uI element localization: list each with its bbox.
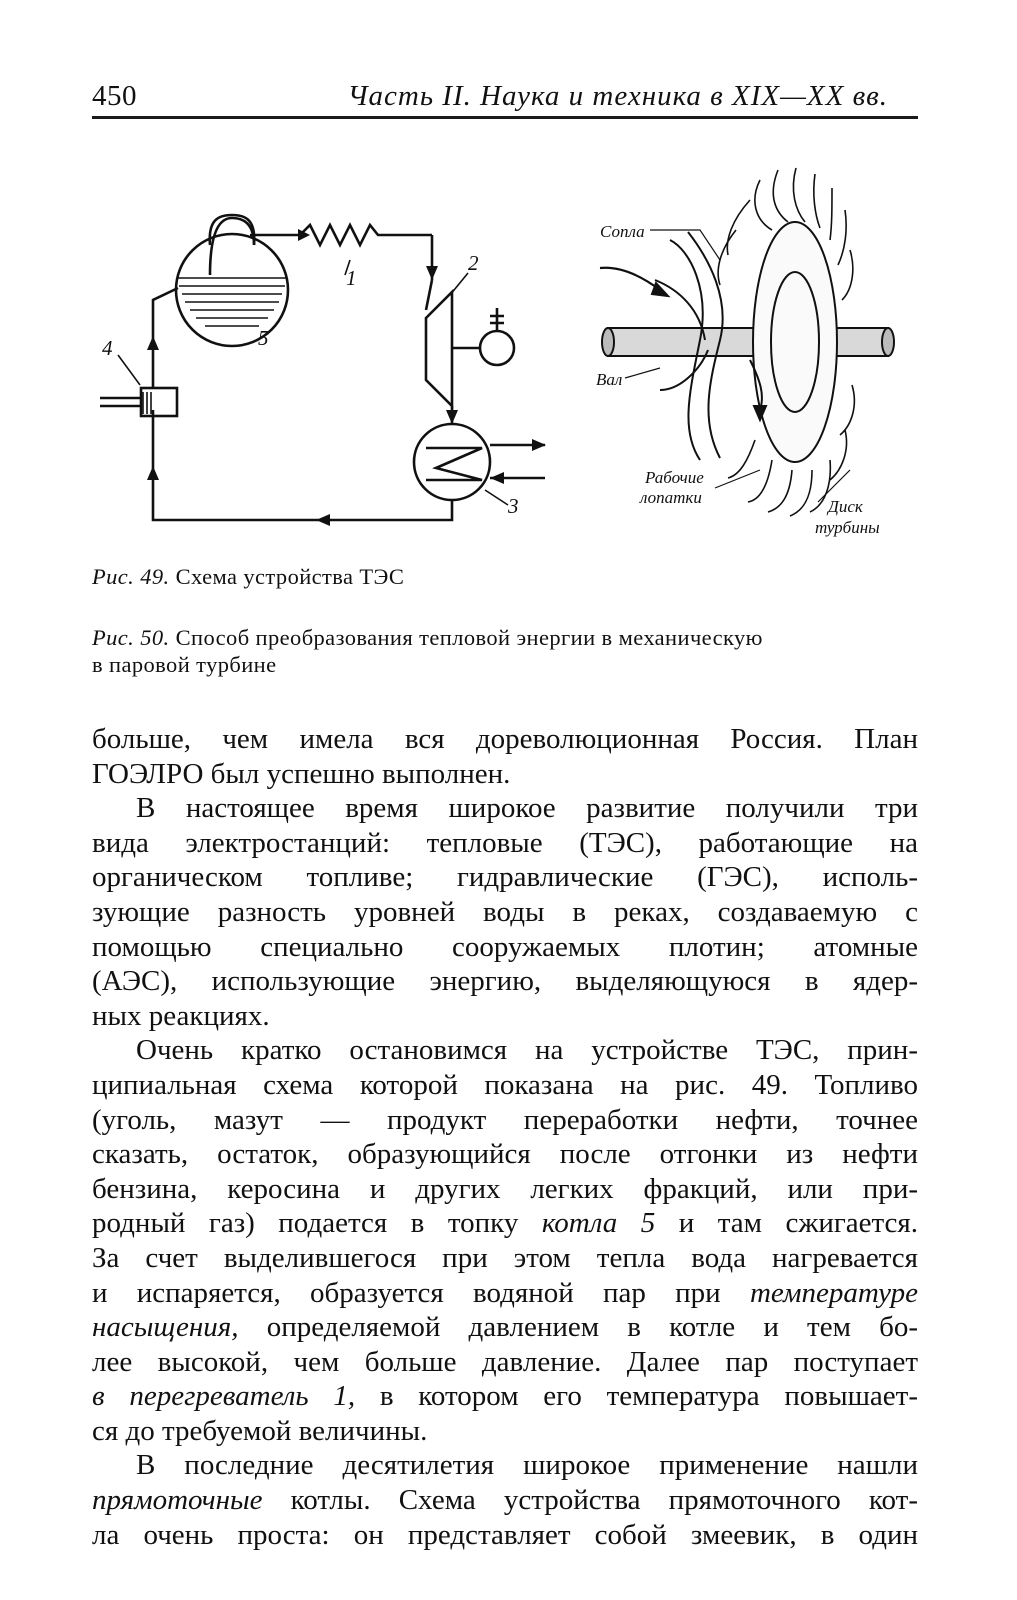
text-line: ГОЭЛРО был успешно выполнен. (92, 757, 511, 790)
caption-fig-49 (92, 563, 922, 590)
text-line (92, 1310, 918, 1345)
arrow-icon (316, 514, 330, 526)
text-line (92, 1379, 918, 1414)
text-run: в котором его температура повышает- (355, 1380, 919, 1413)
label-condenser: 3 (508, 494, 519, 518)
text-line: (АЭС), использующие энергию, выделяющуюся в ядер- (92, 965, 918, 998)
text-line: ципиальная схема которой показана на рис. 49. Топливо (92, 1068, 918, 1101)
figure-49-schematic (60, 140, 960, 560)
arrow-icon (147, 336, 159, 350)
arrow-icon (147, 466, 159, 480)
caption-fig-50 (92, 624, 922, 678)
text-line: сказать, остаток, образующийся после отгонки из нефти (92, 1138, 918, 1171)
text-line: ла очень проста: он представляет собой змеевик, в один (92, 1518, 918, 1551)
turbine-shaft (608, 328, 888, 356)
text-line: ся до требуемой величины. (92, 1414, 428, 1447)
caption-text: в паровой турбине (92, 652, 277, 677)
cooling-water-lines (490, 445, 545, 478)
running-head: Часть II. Наука и техника в XIX—XX вв. (347, 80, 888, 112)
text-line: зующие разность уровней воды в реках, создаваемую с (92, 895, 918, 928)
page-header (92, 72, 918, 119)
arrow-icon (490, 472, 504, 484)
label-pump: 4 (102, 336, 113, 360)
label-shaft: Вал (596, 370, 623, 389)
turbine-body (426, 292, 452, 406)
text-line (92, 1276, 918, 1311)
text-line: (уголь, мазут — продукт переработки нефти, точнее (92, 1103, 918, 1136)
label-superheater: 1 (346, 266, 357, 290)
label-blades-1: Рабочие (645, 468, 704, 487)
figures-area (60, 140, 960, 560)
paragraph (92, 757, 918, 792)
superheater-coil (300, 225, 432, 245)
text-run: котлы. Схема устройства прямоточного кот- (262, 1484, 918, 1517)
text-line (92, 1483, 918, 1518)
text-line: В настоящее время широкое развитие получили три (136, 792, 918, 825)
caption-text: Схема устройства ТЭС (175, 564, 405, 589)
body-text (92, 722, 918, 1552)
caption-text: Способ преобразования тепловой энергии в механическую (175, 625, 763, 650)
label-disk-2: турбины (815, 518, 880, 537)
text-line: органическом топливе; гидравлические (ГЭС), исполь- (92, 861, 918, 894)
text-line: больше, чем имела вся дореволюционная Россия. План (92, 723, 918, 755)
arrow-icon (426, 266, 438, 280)
return-line (153, 410, 452, 520)
text-run-italic: насыщения, (92, 1311, 239, 1344)
caption-ref: Рис. 50. (92, 625, 170, 650)
paragraph (92, 791, 918, 826)
paragraph (92, 722, 918, 757)
boiler-drum (176, 234, 288, 346)
text-run-italic: котла 5 (541, 1207, 656, 1240)
text-run: и там сжигается. (655, 1207, 919, 1240)
label-disk-1: Диск (828, 497, 863, 516)
generator (480, 331, 514, 365)
arrow-icon (446, 410, 458, 424)
text-line: бензина, керосина и других легких фракций, или при- (92, 1172, 918, 1205)
text-line: вида электростанций: тепловые (ТЭС), работающие на (92, 826, 918, 859)
label-nozzles: Сопла (600, 222, 645, 241)
text-run: определяемой давлением в котле и тем бо- (238, 1311, 918, 1344)
text-run: и испаряется, образуется водяной пар при (92, 1276, 750, 1309)
text-line: помощью специально сооружаемых плотин; атомные (92, 930, 918, 963)
text-run-italic: в перегреватель 1, (92, 1380, 356, 1413)
turbine-disk (753, 222, 837, 462)
text-run-italic: температуре (749, 1276, 918, 1309)
figure-50-turbine (600, 168, 894, 516)
text-line: В последние десятилетия широкое применение нашли (136, 1449, 918, 1482)
label-boiler: 5 (258, 326, 269, 350)
boiler-neck (210, 218, 254, 275)
page-number: 450 (92, 80, 137, 112)
text-line: ных реакциях. (92, 999, 270, 1032)
arrow-icon (532, 439, 546, 451)
text-line: Очень кратко остановимся на устройстве ТЭС, прин- (136, 1034, 918, 1067)
text-run: родный газ) подается в топку (92, 1207, 542, 1240)
caption-ref: Рис. 49. (92, 564, 170, 589)
text-run-italic: прямоточные (92, 1484, 263, 1517)
text-line: лее высокой, чем больше давление. Далее пар поступает (92, 1345, 918, 1378)
text-line (92, 1206, 918, 1241)
label-blades-2: лопатки (640, 488, 702, 507)
label-turbine: 2 (468, 251, 479, 275)
text-line: За счет выделившегося при этом тепла вода нагревается (92, 1241, 918, 1274)
